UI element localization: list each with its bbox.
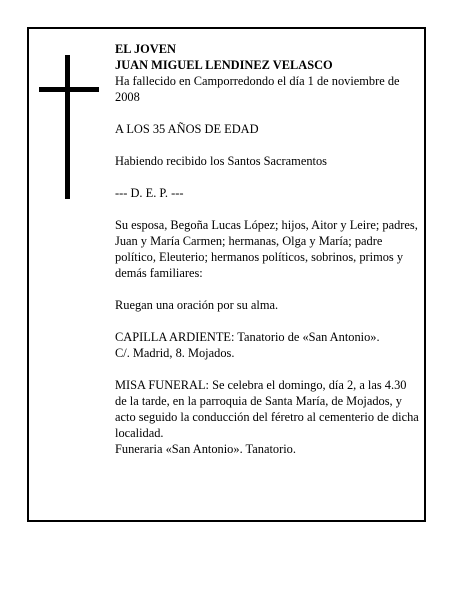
heading-title: EL JOVEN bbox=[115, 42, 176, 56]
rip-line: --- D. E. P. --- bbox=[115, 186, 184, 200]
cross-vertical-bar bbox=[65, 55, 70, 199]
death-notice: Ha fallecido en Camporredondo el día 1 de noviembre de 2008 bbox=[115, 74, 400, 104]
chapel-address: C/. Madrid, 8. Mojados. bbox=[115, 346, 235, 360]
obituary-text bbox=[115, 41, 419, 457]
deceased-name: JUAN MIGUEL LENDINEZ VELASCO bbox=[115, 58, 333, 72]
funeral-mass-info: MISA FUNERAL: Se celebra el domingo, día 2, a las 4.30 de la tarde, en la parroquia de Santa María, de Mojados, y acto seguido la conducción del féretro al cementerio de dicha localidad. bbox=[115, 378, 419, 440]
cross-icon bbox=[39, 55, 99, 199]
age-line: A LOS 35 AÑOS DE EDAD bbox=[115, 122, 259, 136]
prayer-request: Ruegan una oración por su alma. bbox=[115, 298, 279, 312]
obituary-card bbox=[27, 27, 426, 522]
sacraments-line: Habiendo recibido los Santos Sacramentos bbox=[115, 154, 327, 168]
family-paragraph: Su esposa, Begoña Lucas López; hijos, Aitor y Leire; padres, Juan y María Carmen; hermanas, Olga y María; padre político, Eleuterio; hermanos políticos, sobrinos, primos y demás familiares: bbox=[115, 218, 418, 280]
funeral-home: Funeraria «San Antonio». Tanatorio. bbox=[115, 442, 296, 456]
cross-horizontal-bar bbox=[39, 87, 99, 92]
chapel-info: CAPILLA ARDIENTE: Tanatorio de «San Antonio». bbox=[115, 330, 380, 344]
